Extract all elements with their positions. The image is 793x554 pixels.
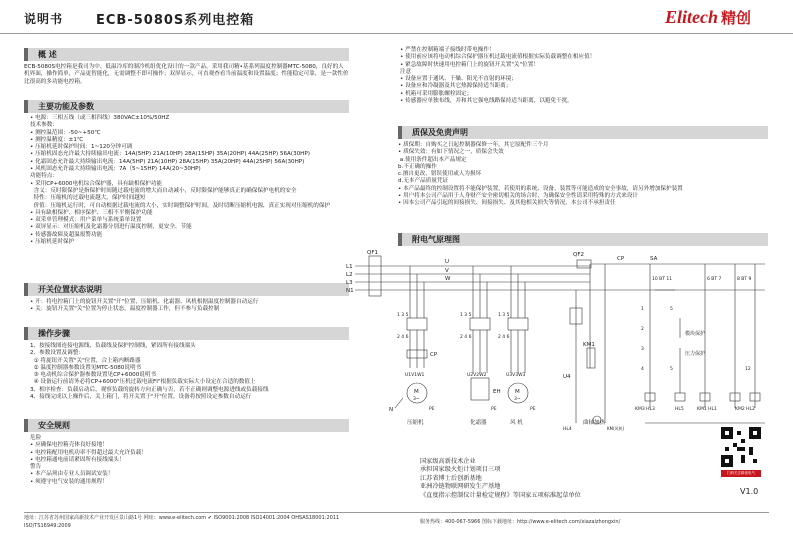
coil-km3-hl3: KM3 HL3 [635,407,655,412]
doc-title: ECB-5080S系列电控箱 [96,13,255,28]
terminal-bt1: 10 BT 11 [652,277,673,282]
label-crank-heater: 曲轴加热 [583,420,606,426]
doc-label: 说明书 [24,12,64,26]
features-text: • 电源：三相五线（或三相四线）380VAC±10%/50HZ 技术参数： • 测控温范围：-50~+50℃ • 测控温精度：±1℃ • 压缩机延时保护时间：1~120分钟可调 • 压缩机固态允许最大持续输出电流：14A(5HP) 21A(10HP) 28A(15HP) 35A(20HP) 44A(25HP) 56A(30HP) • 化霜固态允许最大持续输出电流：14A(5HP) 21A(10HP) 28A(15HP) 35A(20HP) 44A(25HP) 56A(30HP) • 风机固态允许最大持续输出电流：7A（5~15HP) 14A(20~30HP) 功能特点： • 采用CP+6000电机综合保护器，具有缺相保护功能 含义：反时限保护是指保护时间随过载电流的增大而自动减小，反时限保护能够真正的确保保护电机的安全 特性：压缩机的过载电流越大，保护时间越短 价值：压缩机运行时，可自动根据过载电流的大小，实时调整保护时间，及时切断压缩机电源，真正实现对压缩机的保护 • 具有缺相保护、相序保护、三相不平衡保护功能 • 双采单管理模式：用户菜单与系统菜单设置 • 双屏显示：对压缩机及化霜器分别进行温度控制，更安全、节能 • 传感器故障及超温报警功能 • 压缩机延时保护 [30,115,331,246]
terminal-bt2: 6 BT 7 [707,277,722,282]
terminal-u2v2w2: U2V2W2 [467,373,487,378]
pressure-protection-label: 压力保护 [685,351,706,357]
heater-eh: EH [493,389,501,395]
terminal-num-1: 1 [641,307,644,312]
terminal-bt3: 8 BT 9 [737,277,752,282]
km-fan-label: KM(风机) [607,426,625,431]
motor-m3: M [515,389,520,395]
cp-top-label: CP [617,256,625,262]
u4-label: U4 [563,374,571,380]
km1-coil-label: KM1 [583,342,595,348]
terminal-num-5: 5 [670,307,673,312]
label-fan: 风 机 [510,420,523,426]
motor-m1: M [414,389,419,395]
terminal-num-4: 4 [641,367,644,372]
footer-divider [24,512,769,513]
section-safety-heading: 安全规则 [24,419,349,432]
footer-service: 服务热线：400-067-5966 图标下载地址：http://www.e-elitech.com/xiazaizhongxin/ [420,519,621,525]
bus-v: V [445,268,449,274]
terminal-num-2: 2 [641,327,644,332]
bus-u: U [445,259,450,265]
coil-km1-hl1: KM1 HL1 [697,407,717,412]
footer-address: 地址：江苏省苏州国家高新技术产业开发区景山路1号 网址：www.e-elitech.com ✔ ISO9001:2008 ISO14001:2004 OHSAS18001:2011 ISO/TS16949:2009 [24,515,340,529]
company-awards: 国家级高新技术企业 承担国家级火炬计划项目三项 江苏省博士后创新基地 亚洲冷链物联网研发生产基地 《直度指示控制仪计量检定规程》等国家五项标准起草单位 [420,458,581,499]
section-position-heading: 开关位置状态说明 [24,283,349,296]
lamp-hl5: HL5 [675,407,684,412]
km3-contacts: 1 3 5 [498,313,510,318]
km3-bottom: 2 4 6 [498,335,510,340]
terminal-u3v3w3: U3V3W3 [506,373,526,378]
qr-caption: 扫码关注精创电气 [721,470,761,477]
sa-label: SA [650,256,658,262]
phase-l3: L3 [346,280,353,286]
neutral-n: N [389,407,394,413]
safety-text: 危险 • 应确保电控箱壳体良好接地！ • 电控箱配用电机功率不得超过最大允许负载！ • 电控箱通电前请紧固所有接线端头！ 警告 • 本产品须由专业人员调试安装！ • 须遵守电气安装的通用规程！ [30,435,147,485]
version-label: V1.0 [740,487,759,496]
qf2-label: QF2 [573,252,584,258]
overview-text: ECB-5080S电控箱是我司为中、低温冷库的制冷机组优化设计的一款产品。采用我司精•基系列温度控制器MTC-5080，良好的人机界面，操作简单，产品更智能化，无需调整不即可操作；双屏显示，可直观查看当前温度和设置温度；性能稳定可靠，是一款性价比很高的多功能电控箱。 [24,64,349,85]
pe-comp: PE [429,407,435,412]
warranty-text: • 质保期：自购买之日起控制器保修一年，其它原配件三个月 • 质保失效：有如下情况之一，质保会失效 a.使用条件超出本产品规定 b.不正确的操作 c.擅自更改、错误使用或人为损坏 d.无本产品质量凭证 • 本产品最终的控制设置将不能保护装置，若使用的系统、设备、装置等可能造成的安全事故，请另外增加保护装置 • 用户将本公司产品用于人身财产安全密切相关的场合时，为确保安全性请采用特殊的方式来设计 • 因本公司产品引起的间接损失、间接损失、及其他相关损失等情况，本公司不承担责任 [398,142,683,207]
motor-m3-sub: 3~ [514,397,521,402]
hl4-label: HL4 [563,427,572,432]
wiring-diagram [345,248,785,454]
module-protection-label: 模块保护 [685,331,706,337]
section-wiring-heading: 附电气原理图 [398,233,768,246]
pe-defrost: PE [491,407,497,412]
km1-contacts: 1 3 5 [397,313,409,318]
pe-fan: PE [530,407,536,412]
phase-l2: L2 [346,272,353,278]
km1-bottom: 2 4 6 [397,335,409,340]
section-operation-heading: 操作步骤 [24,327,349,340]
page-header [0,0,793,34]
qf1-label: QF1 [367,250,378,256]
cp-motor-label: CP [430,352,438,358]
position-text: • 开：将电控箱门上的旋钮开关置"开"位置，压缩机、化霜器、风机根据温度控制器自动运行 • 关：旋钮开关置"关"位置为停止状态，温度控制器工作，但不参与负载控制 [30,299,259,313]
phase-n1: N1 [346,288,354,294]
motor-m1-sub: 3~ [413,397,420,402]
phase-l1: L1 [346,264,353,270]
section-overview-heading: 概 述 [24,48,349,61]
km2-bottom: 2 4 6 [460,335,472,340]
bus-w: W [445,276,451,282]
terminal-u1v1w1: U1V1W1 [405,373,425,378]
section-warranty-heading: 质保及免责声明 [398,126,768,139]
label-compressor: 压缩机 [407,420,424,426]
brand-name-en: Elitech [664,7,718,27]
coil-km2-hl2: KM2 HL2 [735,407,755,412]
terminal-num-12: 12 [745,367,751,372]
brand-logo [665,7,751,28]
km2-contacts: 1 3 5 [460,313,472,318]
section-features-heading: 主要功能及参数 [24,100,349,113]
terminal-num-3: 3 [641,347,644,352]
label-defroster: 化霜器 [470,420,487,426]
safety-notes-text: • 严禁在控制箱端子接线时带电操作！ • 使用前应该将电动机综合保护器压机过载电流值根据实际负载调整在相应值！ • 紧急故障时快速用电控箱门上的旋钮开关置"关"位置！ 注意 • 设备应置于通风、干燥、阳光不直射的环境； • 设备应和冷凝器及其它热源保持适当距离； • 机箱可采用膨胀螺栓固定； • 传感器应单独布线，并和其它强电线路保持适当距离，以避免干扰。 [400,47,596,105]
brand-name-cn: 精创 [720,11,751,27]
terminal-num-5b: 5 [670,367,673,372]
operation-text: 1、按接线图连接电源线、负载线及保护控制线，紧固所有接线端头 2、参数设置及调整： ① 将旋钮开关置"关"位置，合上箱内断路器 ② 温度控制器参数设置见MTC-5080说明书 ③ 电动机综合保护器参数设置见CP+6000说明书 ④ 设备运行前请务必将CP+6000"压机过载电流FI"根据负载实际大小设定在合适的数值上 3、相序检查：负载启动后，观察负载的旋转方向正确与否，若不正确则调整电源进线或负载接线 4、接线完成以上操作后，关上箱门，将开关置于"开"位置，设备将按照设定参数自动运行 [30,343,269,401]
qr-code[interactable] [721,427,761,467]
